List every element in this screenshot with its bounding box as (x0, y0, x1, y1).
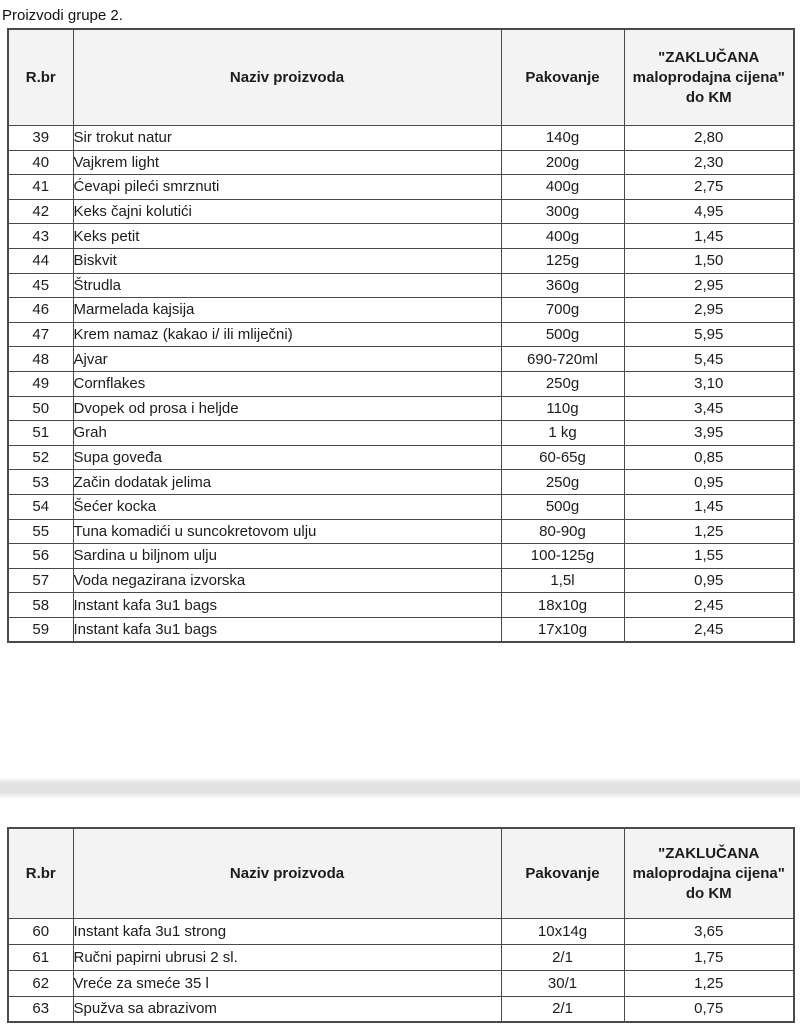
cell-cijena: 2,45 (624, 617, 794, 642)
table-header (8, 828, 794, 919)
table-row (8, 322, 794, 347)
table-row (8, 617, 794, 642)
table-row (8, 298, 794, 323)
table-row (8, 970, 794, 996)
table-body (8, 126, 794, 643)
cell-pakovanje: 60-65g (501, 445, 624, 470)
cell-pakovanje: 1,5l (501, 568, 624, 593)
cell-pakovanje: 400g (501, 224, 624, 249)
table-row (8, 445, 794, 470)
cell-pakovanje: 17x10g (501, 617, 624, 642)
cell-cijena: 2,80 (624, 126, 794, 151)
cell-naziv: Spužva sa abrazivom (73, 996, 501, 1022)
cell-naziv: Tuna komadići u suncokretovom ulju (73, 519, 501, 544)
cell-pakovanje: 80-90g (501, 519, 624, 544)
cell-pakovanje: 10x14g (501, 919, 624, 945)
cell-rbr: 46 (8, 298, 73, 323)
cell-rbr: 50 (8, 396, 73, 421)
cell-cijena: 2,45 (624, 593, 794, 618)
table-row (8, 421, 794, 446)
cell-cijena: 2,30 (624, 150, 794, 175)
table-row (8, 175, 794, 200)
cell-pakovanje: 18x10g (501, 593, 624, 618)
cell-rbr: 57 (8, 568, 73, 593)
cell-pakovanje: 110g (501, 396, 624, 421)
cell-naziv: Keks čajni kolutići (73, 199, 501, 224)
table-row (8, 224, 794, 249)
page-title: Proizvodi grupe 2. (2, 7, 123, 24)
cell-naziv: Šećer kocka (73, 494, 501, 519)
cell-naziv: Biskvit (73, 248, 501, 273)
cell-naziv: Štrudla (73, 273, 501, 298)
cell-rbr: 55 (8, 519, 73, 544)
cell-cijena: 1,45 (624, 224, 794, 249)
table-row (8, 150, 794, 175)
column-header-naziv: Naziv proizvoda (73, 828, 501, 919)
cell-naziv: Instant kafa 3u1 strong (73, 919, 501, 945)
table-row (8, 544, 794, 569)
table-row (8, 199, 794, 224)
column-header-cijena: "ZAKLUČANA maloprodajna cijena" do KM (624, 828, 794, 919)
cell-cijena: 3,10 (624, 371, 794, 396)
cell-cijena: 0,85 (624, 445, 794, 470)
column-header-pakovanje: Pakovanje (501, 828, 624, 919)
cell-rbr: 51 (8, 421, 73, 446)
page-break-divider (0, 778, 800, 798)
cell-naziv: Grah (73, 421, 501, 446)
table-row (8, 371, 794, 396)
table-header (8, 29, 794, 126)
cell-pakovanje: 500g (501, 494, 624, 519)
table-row (8, 273, 794, 298)
cell-naziv: Supa goveđa (73, 445, 501, 470)
table-header-row (8, 29, 794, 126)
table-row (8, 347, 794, 372)
cell-rbr: 48 (8, 347, 73, 372)
cell-cijena: 1,25 (624, 519, 794, 544)
cell-naziv: Vreće za smeće 35 l (73, 970, 501, 996)
cell-pakovanje: 300g (501, 199, 624, 224)
cell-rbr: 52 (8, 445, 73, 470)
products-table-39-59 (7, 28, 795, 643)
cell-naziv: Ajvar (73, 347, 501, 372)
cell-rbr: 62 (8, 970, 73, 996)
cell-pakovanje: 30/1 (501, 970, 624, 996)
cell-pakovanje: 2/1 (501, 945, 624, 971)
cell-cijena: 3,95 (624, 421, 794, 446)
cell-rbr: 44 (8, 248, 73, 273)
table-header-row (8, 828, 794, 919)
cell-rbr: 56 (8, 544, 73, 569)
cell-rbr: 49 (8, 371, 73, 396)
cell-cijena: 1,25 (624, 970, 794, 996)
cell-pakovanje: 100-125g (501, 544, 624, 569)
cell-pakovanje: 125g (501, 248, 624, 273)
cell-cijena: 2,95 (624, 273, 794, 298)
cell-naziv: Cornflakes (73, 371, 501, 396)
cell-pakovanje: 1 kg (501, 421, 624, 446)
cell-pakovanje: 140g (501, 126, 624, 151)
cell-rbr: 43 (8, 224, 73, 249)
cell-rbr: 42 (8, 199, 73, 224)
cell-cijena: 3,45 (624, 396, 794, 421)
cell-pakovanje: 200g (501, 150, 624, 175)
column-header-rbr: R.br (8, 828, 73, 919)
cell-pakovanje: 400g (501, 175, 624, 200)
cell-rbr: 54 (8, 494, 73, 519)
table-row (8, 945, 794, 971)
cell-pakovanje: 250g (501, 371, 624, 396)
table-row (8, 919, 794, 945)
cell-naziv: Krem namaz (kakao i/ ili mliječni) (73, 322, 501, 347)
cell-naziv: Dvopek od prosa i heljde (73, 396, 501, 421)
cell-naziv: Keks petit (73, 224, 501, 249)
cell-pakovanje: 250g (501, 470, 624, 495)
cell-rbr: 45 (8, 273, 73, 298)
cell-naziv: Marmelada kajsija (73, 298, 501, 323)
table-row (8, 593, 794, 618)
cell-cijena: 1,75 (624, 945, 794, 971)
page-top-margin (0, 798, 800, 827)
table-body (8, 919, 794, 1022)
cell-rbr: 41 (8, 175, 73, 200)
cell-pakovanje: 360g (501, 273, 624, 298)
table-row (8, 996, 794, 1022)
cell-rbr: 58 (8, 593, 73, 618)
column-header-naziv: Naziv proizvoda (73, 29, 501, 126)
column-header-pakovanje: Pakovanje (501, 29, 624, 126)
cell-cijena: 5,45 (624, 347, 794, 372)
cell-cijena: 5,95 (624, 322, 794, 347)
cell-rbr: 47 (8, 322, 73, 347)
cell-cijena: 3,65 (624, 919, 794, 945)
cell-pakovanje: 500g (501, 322, 624, 347)
column-header-rbr: R.br (8, 29, 73, 126)
cell-naziv: Sardina u biljnom ulju (73, 544, 501, 569)
cell-naziv: Instant kafa 3u1 bags (73, 617, 501, 642)
cell-cijena: 0,75 (624, 996, 794, 1022)
page-bottom-margin (0, 643, 800, 778)
table-row (8, 396, 794, 421)
cell-rbr: 53 (8, 470, 73, 495)
cell-cijena: 0,95 (624, 568, 794, 593)
cell-cijena: 4,95 (624, 199, 794, 224)
cell-cijena: 2,95 (624, 298, 794, 323)
cell-naziv: Sir trokut natur (73, 126, 501, 151)
cell-cijena: 1,45 (624, 494, 794, 519)
table-row (8, 470, 794, 495)
cell-naziv: Ručni papirni ubrusi 2 sl. (73, 945, 501, 971)
cell-rbr: 61 (8, 945, 73, 971)
table-row (8, 126, 794, 151)
cell-rbr: 59 (8, 617, 73, 642)
table-row (8, 248, 794, 273)
cell-naziv: Voda negazirana izvorska (73, 568, 501, 593)
cell-pakovanje: 2/1 (501, 996, 624, 1022)
cell-cijena: 1,50 (624, 248, 794, 273)
cell-naziv: Začin dodatak jelima (73, 470, 501, 495)
cell-rbr: 39 (8, 126, 73, 151)
cell-cijena: 2,75 (624, 175, 794, 200)
cell-rbr: 40 (8, 150, 73, 175)
cell-cijena: 1,55 (624, 544, 794, 569)
cell-pakovanje: 700g (501, 298, 624, 323)
table-row (8, 494, 794, 519)
table-row (8, 568, 794, 593)
cell-cijena: 0,95 (624, 470, 794, 495)
cell-naziv: Vajkrem light (73, 150, 501, 175)
column-header-cijena: "ZAKLUČANA maloprodajna cijena" do KM (624, 29, 794, 126)
cell-pakovanje: 690-720ml (501, 347, 624, 372)
table-row (8, 519, 794, 544)
cell-rbr: 63 (8, 996, 73, 1022)
products-table-60-63 (7, 827, 795, 1023)
cell-naziv: Instant kafa 3u1 bags (73, 593, 501, 618)
cell-rbr: 60 (8, 919, 73, 945)
cell-naziv: Ćevapi pileći smrznuti (73, 175, 501, 200)
